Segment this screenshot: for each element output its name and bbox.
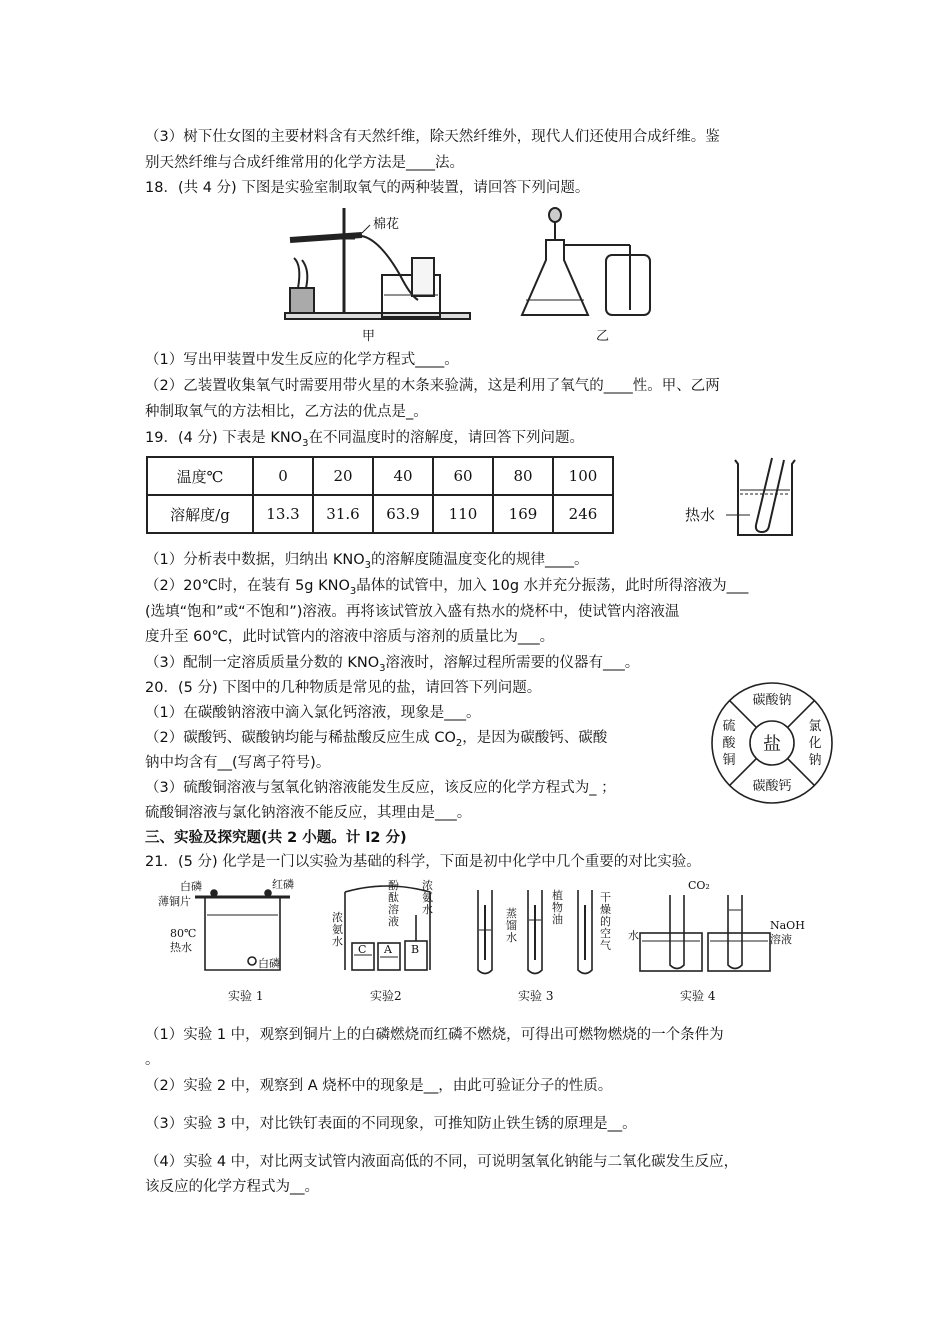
table-cell: 63.9 <box>373 495 433 533</box>
exp1-copper-label: 薄铜片 <box>158 895 191 908</box>
exp1-white-p-label: 白磷 <box>180 880 202 893</box>
exp3-dry-air: 空 <box>600 927 611 940</box>
exp3-oil: 油 <box>552 913 563 926</box>
exp3-dry-air: 燥 <box>600 903 611 916</box>
exp2-beaker-b: B <box>411 943 420 956</box>
exp3-dry-air: 的 <box>600 915 611 928</box>
q19-p2-line2: (选填“饱和”或“不饱和”)溶液。再将该试管放入盛有热水的烧杯中，使试管内溶液温 <box>145 604 680 620</box>
fig-cotton-label: 棉花 <box>373 217 400 232</box>
exp2-ammonia-right: 氨 <box>422 891 433 904</box>
exp2-phenol: 液 <box>388 915 399 928</box>
exp2-phenol: 酚 <box>388 879 399 892</box>
exp4-naoh-label: NaOH <box>770 919 805 932</box>
table-cell: 13.3 <box>253 495 313 533</box>
exp1-hot-water-label: 热水 <box>170 941 192 954</box>
wheel-center-salt: 盐 <box>763 734 781 755</box>
exp3-distilled: 馏 <box>506 919 517 932</box>
comparison-experiments-figure <box>150 875 805 1010</box>
table-cell: 110 <box>433 495 493 533</box>
q19-p2-line1: （2）20℃时，在装有 5g $KNO_3$晶体的试管中，加入 10g 水并充分振荡，此时所得溶液为___ <box>145 578 749 597</box>
q21-p4-line1: （4）实验 4 中，对比两支试管内液面高低的不同，可说明氢氧化钠能与二氧化碳发生反应， <box>145 1154 739 1170</box>
table-cell: 40 <box>373 457 433 495</box>
q20-p1: （1）在碳酸钠溶液中滴入氯化钙溶液，现象是___。 <box>145 705 481 721</box>
fig-yi-label: 乙 <box>596 329 610 344</box>
q17-p3-line2: 别天然纤维与合成纤维常用的化学方法是____法。 <box>145 155 464 171</box>
wheel-right-char: 氯 <box>808 719 822 734</box>
table-cell: 20 <box>313 457 373 495</box>
q20-p2-line2: 钠中均含有__(写离子符号)。 <box>145 755 331 771</box>
exp3-caption: 实验 3 <box>518 989 554 1003</box>
exp3-dry-air: 干 <box>600 891 611 904</box>
exp1-white-p2-label: 白磷 <box>258 957 280 970</box>
table-cell: 31.6 <box>313 495 373 533</box>
exp2-ammonia-left: 水 <box>332 935 343 948</box>
exp2-ammonia-right: 水 <box>422 903 433 916</box>
table-row <box>147 457 613 495</box>
q17-p3-line1: （3）树下仕女图的主要材料含有天然纤维，除天然纤维外，现代人们还使用合成纤维。鉴 <box>145 129 720 145</box>
q19-p2-line3: 度升至 60℃，此时试管内的溶液中溶质与溶剂的质量比为___。 <box>145 629 555 645</box>
exp4-solution-label: 溶液 <box>770 933 792 946</box>
table-cell: 60 <box>433 457 493 495</box>
q19-stem: 19．(4 分) 下表是 $KNO_3$在不同温度时的溶解度，请回答下列问题。 <box>145 430 584 449</box>
exp2-beaker-a: A <box>384 943 392 956</box>
q20-p3-line1: （3）硫酸铜溶液与氢氧化钠溶液能发生反应，该反应的化学方程式为_ ； <box>145 780 616 796</box>
wheel-right-char: 化 <box>808 736 822 751</box>
solubility-header: 溶解度/g <box>147 495 253 533</box>
exp3-distilled: 水 <box>506 931 517 944</box>
q20-stem: 20．(5 分) 下图中的几种物质是常见的盐，请回答下列问题。 <box>145 680 542 696</box>
exp4-caption: 实验 4 <box>680 989 716 1003</box>
q18-stem: 18．(共 4 分) 下图是实验室制取氧气的两种装置，请回答下列问题。 <box>145 180 590 196</box>
exp3-distilled: 蒸 <box>506 907 517 920</box>
hot-water-beaker-figure <box>680 450 820 545</box>
exp3-dry-air: 气 <box>600 939 611 952</box>
exp2-ammonia-left: 浓 <box>332 911 343 924</box>
wheel-bottom-label: 碳酸钙 <box>752 779 792 794</box>
wheel-right-char: 钠 <box>808 753 822 768</box>
wheel-left-char: 酸 <box>722 736 736 751</box>
temp-header: 温度℃ <box>147 457 253 495</box>
q19-p1: （1）分析表中数据，归纳出 $KNO_3$的溶解度随温度变化的规律____。 <box>145 552 589 571</box>
exp3-oil: 植 <box>552 889 563 902</box>
wheel-left-char: 铜 <box>722 753 736 768</box>
q19-p3: （3）配制一定溶质质量分数的 $KNO_3$溶液时，溶解过程所需要的仪器有___。 <box>145 655 640 674</box>
q18-p2-line1: （2）乙装置收集氧气时需要用带火星的木条来验满，这是利用了氧气的____性。甲、乙两 <box>145 378 720 394</box>
q21-p3: （3）实验 3 中，对比铁钉表面的不同现象，可推知防止铁生锈的原理是__。 <box>145 1116 637 1132</box>
solubility-table <box>146 456 614 534</box>
exp3-oil: 物 <box>552 901 563 914</box>
hot-water-label: 热水 <box>685 506 716 524</box>
exp1-red-p-label: 红磷 <box>272 878 294 891</box>
table-cell: 246 <box>553 495 613 533</box>
exp1-temp-label: 80℃ <box>170 927 197 940</box>
table-cell: 100 <box>553 457 613 495</box>
exp2-phenol: 溶 <box>388 903 399 916</box>
exp4-co2-label: CO₂ <box>688 879 710 892</box>
exp2-ammonia-left: 氨 <box>332 923 343 936</box>
table-cell: 0 <box>253 457 313 495</box>
salt-wheel-diagram <box>707 678 837 808</box>
oxygen-apparatus-figure <box>270 200 670 345</box>
q20-p2-line1: （2）碳酸钙、碳酸钠均能与稀盐酸反应生成 $CO_2$，是因为碳酸钙、碳酸 <box>145 730 608 749</box>
q21-p2: （2）实验 2 中，观察到 A 烧杯中的现象是__，由此可验证分子的性质。 <box>145 1078 613 1094</box>
exp2-beaker-c: C <box>358 943 367 956</box>
fig-jia-label: 甲 <box>362 329 376 344</box>
q21-p1-line1: （1）实验 1 中，观察到铜片上的白磷燃烧而红磷不燃烧，可得出可燃物燃烧的一个条件为 <box>145 1027 724 1043</box>
q18-p1: （1）写出甲装置中发生反应的化学方程式____。 <box>145 352 459 368</box>
exp2-ammonia-right: 浓 <box>422 879 433 892</box>
q20-p3-line2: 硫酸铜溶液与氯化钠溶液不能反应，其理由是___。 <box>145 805 472 821</box>
q21-p1-line2: 。 <box>145 1052 160 1068</box>
exp2-phenol: 酞 <box>388 891 399 904</box>
table-cell: 80 <box>493 457 553 495</box>
q21-p4-line2: 该反应的化学方程式为__。 <box>145 1179 319 1195</box>
exp2-caption: 实验2 <box>370 989 402 1003</box>
section3-title: 三、实验及探究题(共 2 小题。计 l2 分) <box>145 830 407 846</box>
q21-stem: 21．(5 分) 化学是一门以实验为基础的科学，下面是初中化学中几个重要的对比实验。 <box>145 854 701 870</box>
wheel-top-label: 碳酸钠 <box>752 693 792 708</box>
table-cell: 169 <box>493 495 553 533</box>
exp4-water-label: 水 <box>628 929 639 942</box>
table-row <box>147 495 613 533</box>
wheel-left-char: 硫 <box>722 719 736 734</box>
exp1-caption: 实验 1 <box>228 989 264 1003</box>
q18-p2-line2: 种制取氧气的方法相比，乙方法的优点是_。 <box>145 404 428 420</box>
